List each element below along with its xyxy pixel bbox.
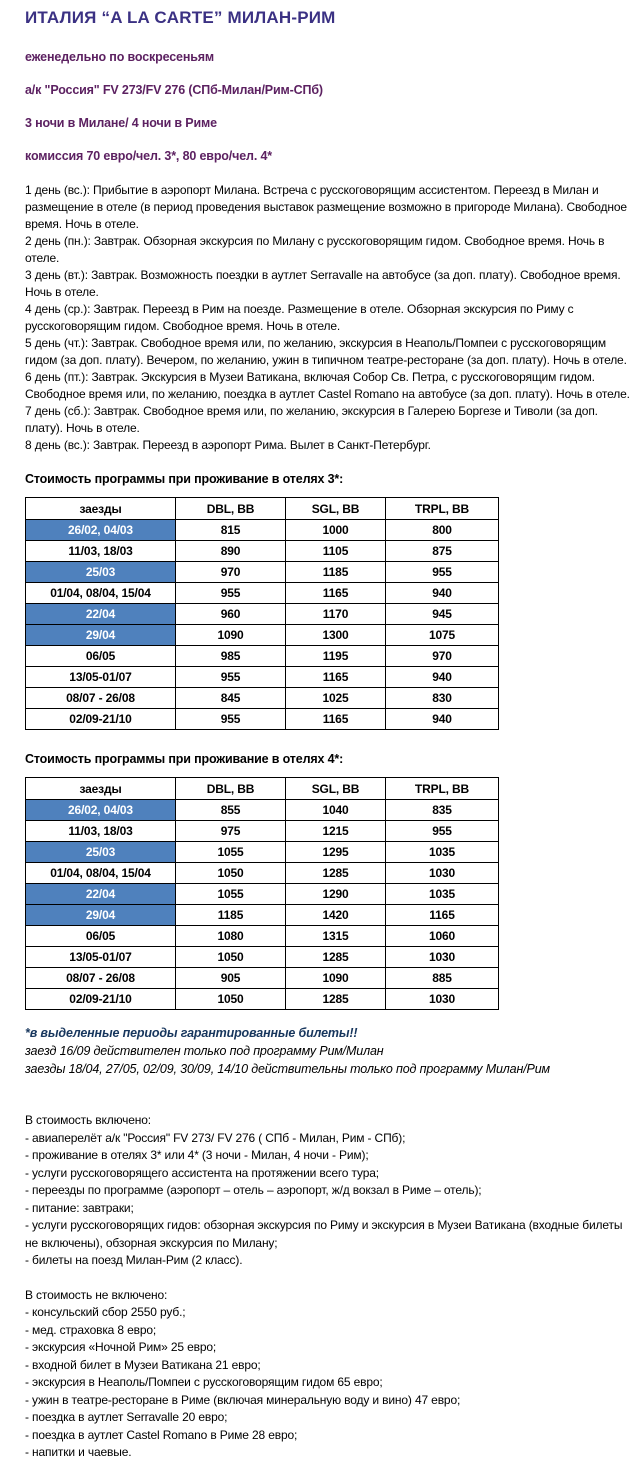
table-row (26, 989, 499, 1010)
not-included-item: - напитки и чаевые. (25, 1445, 132, 1459)
included-item: - услуги русскоговорящего ассистента на протяжении всего тура; (25, 1165, 379, 1180)
dates-cell: 13/05-01/07 (26, 947, 176, 968)
trpl-price-cell: 885 (386, 968, 499, 989)
subheading-weekly: еженедельно по воскресеньям (25, 50, 215, 64)
dates-cell: 11/03, 18/03 (26, 821, 176, 842)
dates-cell: 26/02, 04/03 (26, 520, 176, 541)
dbl-price-cell: 955 (176, 583, 286, 604)
dates-cell: 06/05 (26, 646, 176, 667)
trpl-price-cell: 1075 (386, 625, 499, 646)
not-included-item: - консульский сбор 2550 руб.; (25, 1305, 186, 1319)
not-included-item: - экскурсия «Ночной Рим» 25 евро; (25, 1340, 217, 1354)
trpl-price-cell: 830 (386, 688, 499, 709)
dates-cell: 11/03, 18/03 (26, 541, 176, 562)
table-row (26, 968, 499, 989)
not-included-item: - ужин в театре-ресторане в Риме (включая минеральную воду и вино) 47 евро; (25, 1392, 461, 1407)
price-table-4star (25, 777, 499, 1010)
not-included-item: - поездка в аутлет Serravalle 20 евро; (25, 1410, 228, 1424)
itinerary-day-8: 8 день (вс.): Завтрак. Переезд в аэропорт Рима. Вылет в Санкт-Петербург. (25, 438, 431, 452)
dbl-price-cell: 1055 (176, 884, 286, 905)
page-title: ИТАЛИЯ “A LA CARTE” МИЛАН-РИМ (25, 8, 336, 27)
dates-cell: 08/07 - 26/08 (26, 968, 176, 989)
dbl-price-cell: 955 (176, 667, 286, 688)
dbl-price-cell: 845 (176, 688, 286, 709)
dates-cell: 08/07 - 26/08 (26, 688, 176, 709)
dbl-price-cell: 1050 (176, 989, 286, 1010)
column-header-dates: заезды (26, 498, 176, 520)
table-row (26, 800, 499, 821)
sgl-price-cell: 1025 (286, 688, 386, 709)
itinerary (25, 182, 637, 454)
table-row (26, 562, 499, 583)
trpl-price-cell: 1035 (386, 884, 499, 905)
sgl-price-cell: 1315 (286, 926, 386, 947)
column-header-sgl: SGL, BB (286, 498, 386, 520)
table-row (26, 709, 499, 730)
table-header-row (26, 498, 499, 520)
trpl-price-cell: 1030 (386, 989, 499, 1010)
dbl-price-cell: 960 (176, 604, 286, 625)
dates-cell: 22/04 (26, 604, 176, 625)
dbl-price-cell: 1080 (176, 926, 286, 947)
trpl-price-cell: 955 (386, 821, 499, 842)
table-row (26, 604, 499, 625)
table-header-row (26, 778, 499, 800)
not-included-heading: В стоимость не включено: (25, 1287, 168, 1302)
column-header-trpl: TRPL, BB (386, 498, 499, 520)
column-header-sgl: SGL, BB (286, 778, 386, 800)
guaranteed-tickets-note: *в выделенные периоды гарантированные билеты!! (25, 1026, 358, 1040)
dates-cell: 25/03 (26, 562, 176, 583)
trpl-price-cell: 835 (386, 800, 499, 821)
dbl-price-cell: 1050 (176, 863, 286, 884)
table-row (26, 905, 499, 926)
not-included-item: - мед. страховка 8 евро; (25, 1322, 157, 1337)
included-heading: В стоимость включено: (25, 1113, 151, 1127)
sgl-price-cell: 1215 (286, 821, 386, 842)
itinerary-day-2: 2 день (пн.): Завтрак. Обзорная экскурсия по Милану с русскоговорящим гидом. Свободное время. Ночь в отеле. (25, 234, 605, 265)
dbl-price-cell: 1185 (176, 905, 286, 926)
sgl-price-cell: 1040 (286, 800, 386, 821)
column-header-dbl: DBL, BB (176, 498, 286, 520)
sgl-price-cell: 1185 (286, 562, 386, 583)
sgl-price-cell: 1000 (286, 520, 386, 541)
subheading-airline: а/к "Россия" FV 273/FV 276 (СПб-Милан/Рим-СПб) (25, 83, 323, 97)
dbl-price-cell: 985 (176, 646, 286, 667)
table-row (26, 863, 499, 884)
dates-cell: 06/05 (26, 926, 176, 947)
trpl-price-cell: 800 (386, 520, 499, 541)
column-header-dbl: DBL, BB (176, 778, 286, 800)
dates-cell: 29/04 (26, 625, 176, 646)
subheading-nights: 3 ночи в Милане/ 4 ночи в Риме (25, 116, 217, 130)
itinerary-day-1: 1 день (вс.): Прибытие в аэропорт Милана. Встреча с русскоговорящим ассистентом. Переезд в Милан и размещение в отеле (в период проведения выставок размещение возможно в пригороде Милана). Свободное время. Ночь в отеле. (25, 183, 627, 231)
dates-cell: 01/04, 08/04, 15/04 (26, 583, 176, 604)
trpl-price-cell: 940 (386, 583, 499, 604)
trpl-price-cell: 1165 (386, 905, 499, 926)
sgl-price-cell: 1420 (286, 905, 386, 926)
column-header-dates: заезды (26, 778, 176, 800)
itinerary-day-4: 4 день (ср.): Завтрак. Переезд в Рим на поезде. Размещение в отеле. Обзорная экскурсия по Риму с русскоговорящим гидом. Свободное время. Ночь в отеле. (25, 302, 574, 333)
dbl-price-cell: 955 (176, 709, 286, 730)
itinerary-day-7: 7 день (сб.): Завтрак. Свободное время или, по желанию, экскурсия в Галерею Боргезе и Тиволи (за доп. плату). Ночь в отеле. (25, 404, 598, 435)
dbl-price-cell: 975 (176, 821, 286, 842)
trpl-price-cell: 955 (386, 562, 499, 583)
sgl-price-cell: 1285 (286, 947, 386, 968)
sgl-price-cell: 1165 (286, 709, 386, 730)
sgl-price-cell: 1295 (286, 842, 386, 863)
dates-cell: 22/04 (26, 884, 176, 905)
trpl-price-cell: 940 (386, 709, 499, 730)
table-row (26, 688, 499, 709)
table-row (26, 667, 499, 688)
included-item: - услуги русскоговорящих гидов: обзорная экскурсия по Риму и экскурсия в Музеи Ватикана (входные билеты не включены), обзорная экскурсия по Милану; (25, 1218, 623, 1250)
included-item: - авиаперелёт а/к "Россия" FV 273/ FV 276 ( СПб - Милан, Рим - СПб); (25, 1130, 406, 1145)
dbl-price-cell: 890 (176, 541, 286, 562)
included-item: - питание: завтраки; (25, 1200, 134, 1215)
dbl-price-cell: 1090 (176, 625, 286, 646)
sgl-price-cell: 1290 (286, 884, 386, 905)
trpl-price-cell: 875 (386, 541, 499, 562)
not-included-item: - входной билет в Музеи Ватикана 21 евро; (25, 1357, 261, 1372)
table-row (26, 520, 499, 541)
itinerary-day-6: 6 день (пт.): Завтрак. Экскурсия в Музеи Ватикана, включая Собор Св. Петра, с русскоговорящим гидом. Свободное время или, по желанию, поездка в аутлет Castel Romano на автобусе (за доп. плату). Ночь в отеле. (25, 370, 630, 401)
trpl-price-cell: 1030 (386, 947, 499, 968)
dbl-price-cell: 970 (176, 562, 286, 583)
itinerary-day-5: 5 день (чт.): Завтрак. Свободное время или, по желанию, экскурсия в Неаполь/Помпеи с русскоговорящим гидом (за доп. плату). Вечером, по желанию, ужин в типичном театре-ресторане (за доп. плату). Ночь в отеле. (25, 336, 627, 367)
sgl-price-cell: 1170 (286, 604, 386, 625)
trpl-price-cell: 970 (386, 646, 499, 667)
sgl-price-cell: 1195 (286, 646, 386, 667)
table-row (26, 884, 499, 905)
not-included-item: - поездка в аутлет Castel Romano в Риме 28 евро; (25, 1427, 298, 1442)
table-row (26, 646, 499, 667)
sgl-price-cell: 1285 (286, 863, 386, 884)
table-row (26, 583, 499, 604)
table-row (26, 947, 499, 968)
sgl-price-cell: 1165 (286, 667, 386, 688)
price-table-4star-heading: Стоимость программы при проживание в отелях 4*: (25, 752, 344, 766)
not-included-item: - экскурсия в Неаполь/Помпеи с русскоговорящим гидом 65 евро; (25, 1375, 383, 1389)
sgl-price-cell: 1105 (286, 541, 386, 562)
dates-cell: 01/04, 08/04, 15/04 (26, 863, 176, 884)
included-item: - переезды по программе (аэропорт – отель – аэропорт, ж/д вокзал в Риме – отель); (25, 1183, 482, 1197)
dbl-price-cell: 1055 (176, 842, 286, 863)
table-row (26, 842, 499, 863)
dates-cell: 02/09-21/10 (26, 989, 176, 1010)
trpl-price-cell: 1060 (386, 926, 499, 947)
dates-cell: 25/03 (26, 842, 176, 863)
sgl-price-cell: 1285 (286, 989, 386, 1010)
trpl-price-cell: 1035 (386, 842, 499, 863)
dbl-price-cell: 855 (176, 800, 286, 821)
table-row (26, 926, 499, 947)
dbl-price-cell: 905 (176, 968, 286, 989)
notes-block (25, 1024, 621, 1078)
dates-cell: 13/05-01/07 (26, 667, 176, 688)
program-note-2: заезды 18/04, 27/05, 02/09, 30/09, 14/10 действительны только под программу Милан/Рим (25, 1062, 550, 1076)
dbl-price-cell: 815 (176, 520, 286, 541)
included-section (25, 1112, 637, 1270)
table-row (26, 625, 499, 646)
trpl-price-cell: 945 (386, 604, 499, 625)
dbl-price-cell: 1050 (176, 947, 286, 968)
included-item: - билеты на поезд Милан-Рим (2 класс). (25, 1253, 243, 1267)
table-row (26, 821, 499, 842)
dates-cell: 02/09-21/10 (26, 709, 176, 730)
program-note-1: заезд 16/09 действителен только под программу Рим/Милан (25, 1044, 384, 1058)
subheading-commission: комиссия 70 евро/чел. 3*, 80 евро/чел. 4* (25, 149, 272, 163)
sgl-price-cell: 1300 (286, 625, 386, 646)
included-item: - проживание в отелях 3* или 4* (3 ночи - Милан, 4 ночи - Рим); (25, 1148, 369, 1162)
price-table-3star-heading: Стоимость программы при проживание в отелях 3*: (25, 472, 344, 486)
price-table-3star (25, 497, 499, 730)
trpl-price-cell: 1030 (386, 863, 499, 884)
table-row (26, 541, 499, 562)
sgl-price-cell: 1090 (286, 968, 386, 989)
sgl-price-cell: 1165 (286, 583, 386, 604)
itinerary-day-3: 3 день (вт.): Завтрак. Возможность поездки в аутлет Serravalle на автобусе (за доп. плату). Свободное время. Ночь в отеле. (25, 268, 621, 299)
not-included-section (25, 1287, 637, 1462)
trpl-price-cell: 940 (386, 667, 499, 688)
dates-cell: 26/02, 04/03 (26, 800, 176, 821)
column-header-trpl: TRPL, BB (386, 778, 499, 800)
dates-cell: 29/04 (26, 905, 176, 926)
